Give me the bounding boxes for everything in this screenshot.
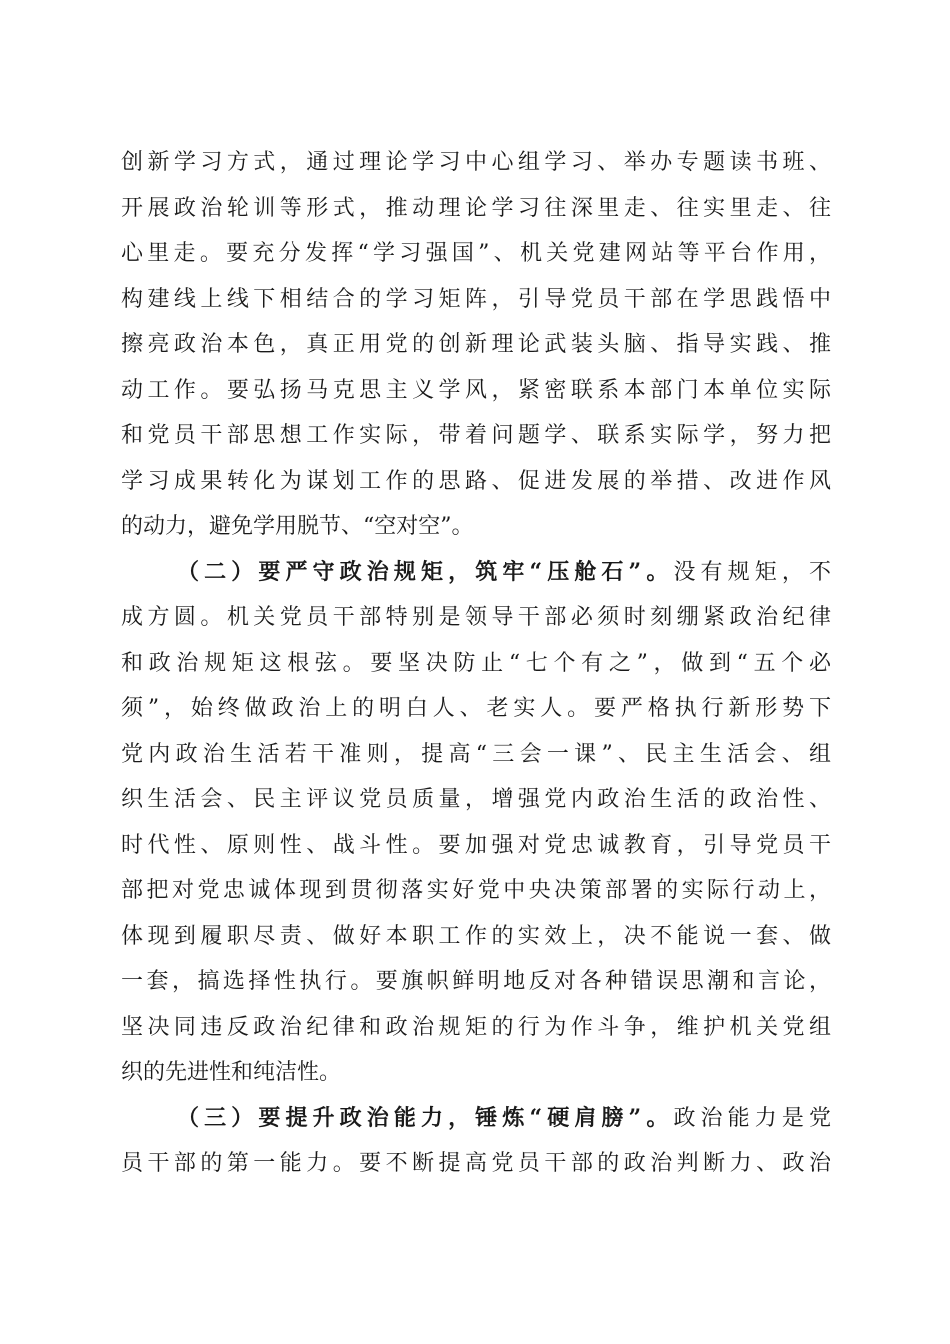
text-line: 创新学习方式，通过理论学习中心组学习、举办专题读书班、 [121, 150, 831, 175]
text-line: 和政治规矩这根弦。要坚决防止“七个有之”，做到“五个必 [121, 650, 831, 676]
text-line: 开展政治轮训等形式，推动理论学习往深里走、往实里走、往 [121, 195, 831, 221]
text-line: 动工作。要弘扬马克思主义学风，紧密联系本部门本单位实际 [121, 377, 831, 403]
text-line: 一套，搞选择性执行。要旗帜鲜明地反对各种错误思潮和言论， [121, 969, 831, 994]
text-line: 时代性、原则性、战斗性。要加强对党忠诚教育，引导党员干 [121, 832, 831, 858]
text-line: 成方圆。机关党员干部特别是领导干部必须时刻绷紧政治纪律 [121, 605, 831, 630]
text-line: 体现到履职尽责、做好本职工作的实效上，决不能说一套、做 [121, 923, 831, 949]
text-line: 织生活会、民主评议党员质量，增强党内政治生活的政治性、 [121, 787, 831, 812]
section-heading: （三）要提升政治能力，锤炼“硬肩膀”。 [177, 1104, 674, 1131]
text-line: 党内政治生活若干准则，提高“三会一课”、民主生活会、组 [121, 741, 831, 767]
text-line: 和党员干部思想工作实际，带着问题学、联系实际学，努力把 [121, 423, 831, 448]
text-line: 部把对党忠诚体现到贯彻落实好党中央决策部署的实际行动上， [121, 878, 831, 903]
text-line: 的动力，避免学用脱节、“空对空”。 [121, 514, 474, 539]
text-line: 学习成果转化为谋划工作的思路、促进发展的举措、改进作风 [121, 468, 831, 494]
text-line: 坚决同违反政治纪律和政治规矩的行为作斗争，维护机关党组 [121, 1014, 831, 1040]
text-line: 须”，始终做政治上的明白人、老实人。要严格执行新形势下 [121, 696, 831, 721]
text-line: 心里走。要充分发挥“学习强国”、机关党建网站等平台作用， [121, 241, 831, 266]
text-line: 织的先进性和纯洁性。 [121, 1060, 342, 1085]
text-run: 没有规矩，不 [673, 559, 831, 585]
section-heading-line [121, 550, 831, 596]
document-body [121, 140, 831, 1187]
text-line: 员干部的第一能力。要不断提高党员干部的政治判断力、政治 [121, 1151, 831, 1176]
section-heading-line [121, 1096, 831, 1142]
text-line: 擦亮政治本色，真正用党的创新理论武装头脑、指导实践、推 [121, 332, 831, 357]
section-heading: （二）要严守政治规矩，筑牢“压舱石”。 [177, 558, 674, 585]
text-line: 构建线上线下相结合的学习矩阵，引导党员干部在学思践悟中 [121, 286, 831, 312]
text-run: 政治能力是党 [673, 1105, 831, 1131]
